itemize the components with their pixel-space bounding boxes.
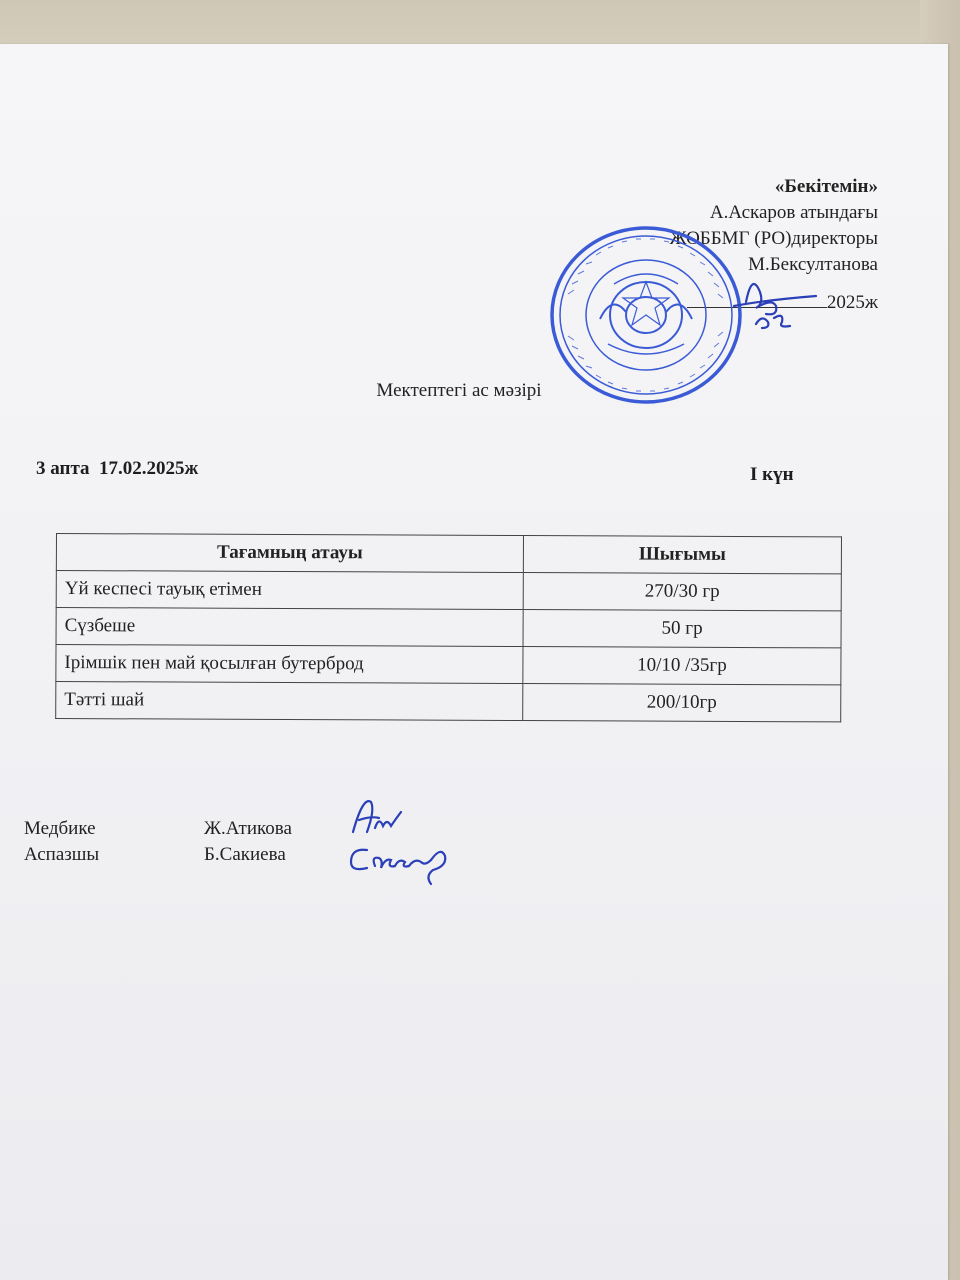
nurse-signature [345,792,405,842]
dish-name: Тәтті шай [56,682,523,721]
staff-role: Аспазшы [24,844,100,865]
official-stamp [548,224,744,406]
dish-name: Үй кеспесі тауық етімен [56,571,523,610]
day-label: I күн [750,464,794,485]
dish-yield: 270/30 гр [523,573,841,611]
director-signature [716,262,826,334]
staff-role: Медбике [24,818,96,839]
column-header-dish: Тағамның атауы [56,534,523,573]
approval-heading: «Бекітемін» [774,176,878,197]
menu-table [55,533,842,722]
dish-yield: 50 гр [523,610,841,648]
table-row [56,682,841,722]
dish-name: Ірімшік пен май қосылған бутерброд [56,645,523,684]
staff-person: Б.Сакиева [204,844,286,865]
staff-signatures [24,816,292,868]
menu-date: 17.02.2025ж [99,458,199,479]
table-row [56,571,841,611]
approval-line-2: ЖОББМГ (РО)директоры [669,228,878,249]
approval-date-suffix: 2025ж [826,292,878,313]
column-header-yield: Шығымы [523,536,841,574]
dish-yield: 10/10 /35гр [523,647,841,685]
dish-name: Сүзбеше [56,608,523,647]
table-header-row [56,534,841,574]
table-row [56,608,841,648]
page-title: Мектептегі ас мәзірі [376,380,542,401]
staff-row-cook [24,842,292,868]
table-row [56,645,841,685]
week-date [36,458,198,480]
staff-person: Ж.Атикова [204,818,292,839]
dish-yield: 200/10гр [523,684,841,722]
approval-line-1: А.Аскаров атындағы [709,202,878,223]
cook-signature [345,836,460,888]
week-label: 3 апта [36,458,90,479]
approval-line-3: М.Бексултанова [748,254,878,275]
staff-row-nurse [24,816,292,842]
